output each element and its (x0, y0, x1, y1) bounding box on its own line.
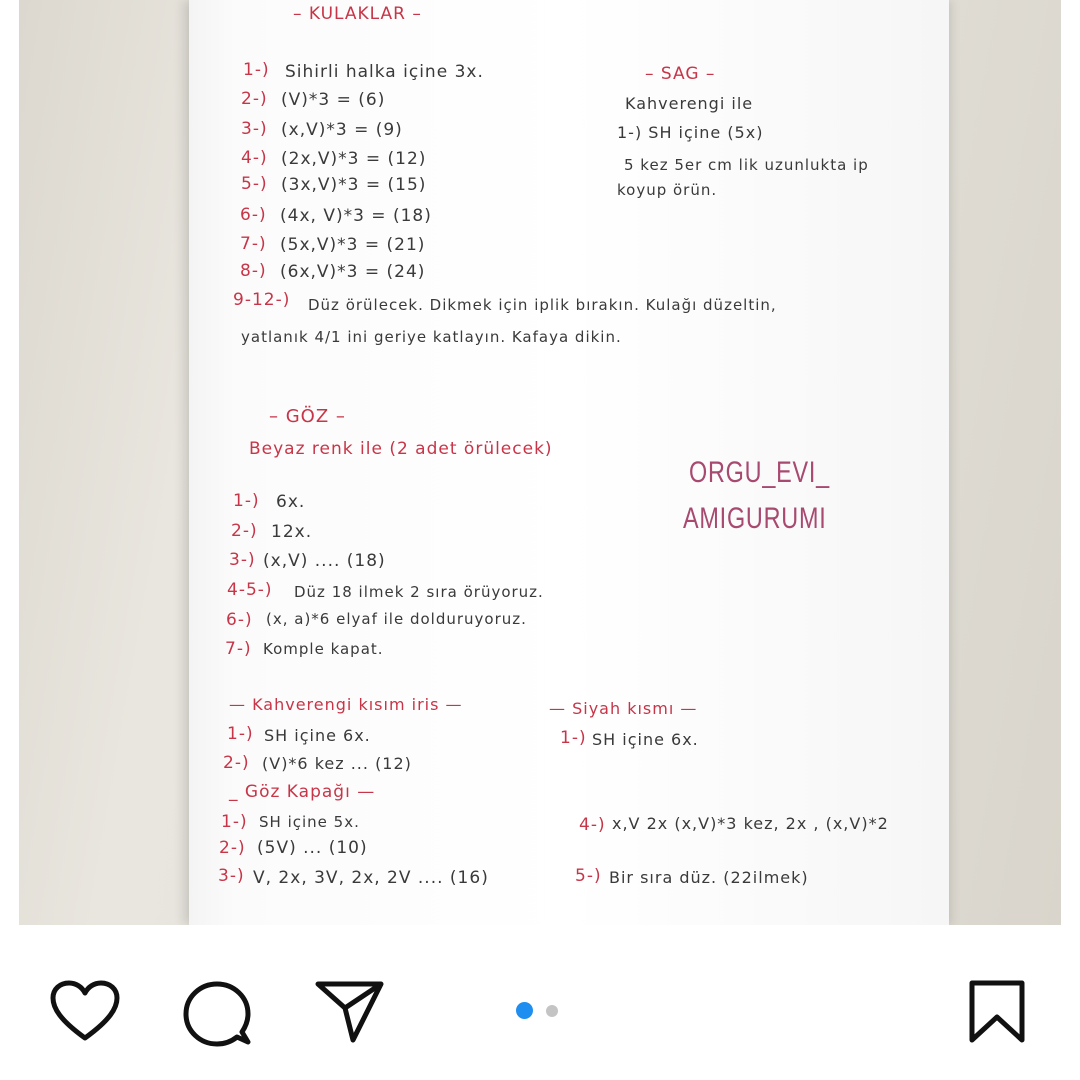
row-number: 4-) (579, 815, 606, 835)
section-title-kulaklar: – KULAKLAR – (293, 4, 422, 24)
row-number: 1-) (221, 812, 248, 832)
row-number: 8-) (240, 261, 267, 281)
post-photo (19, 0, 1061, 925)
row-text: 6x. (276, 492, 306, 512)
row-text: 12x. (271, 522, 313, 542)
row-number: 1-) (227, 724, 254, 744)
send-icon (315, 980, 385, 1044)
row-text: (3x,V)*3 = (15) (281, 175, 427, 195)
row-text: (x, a)*6 elyaf ile dolduruyoruz. (266, 610, 527, 628)
row-number: 2-) (241, 89, 268, 109)
heart-icon (50, 980, 120, 1044)
row-number: 9-12-) (233, 290, 291, 310)
section-title-iris: — Kahverengi kısım iris — (229, 695, 463, 714)
row-text: SH içine 6x. (592, 730, 699, 749)
comment-icon (182, 980, 252, 1050)
row-text: (6x,V)*3 = (24) (280, 262, 426, 282)
row-text: (V)*6 kez ... (12) (262, 754, 412, 773)
row-number: 1-) (233, 491, 260, 511)
row-text: Düz 18 ilmek 2 sıra örüyoruz. (294, 583, 544, 601)
sag-line: 1-) SH içine (5x) (617, 123, 764, 142)
row-number: 3-) (241, 119, 268, 139)
watermark-line: ORGU_EVI_ (689, 456, 830, 489)
row-number: 2-) (223, 753, 250, 773)
row-number: 4-) (241, 148, 268, 168)
row-number: 4-5-) (227, 580, 273, 600)
row-number: 2-) (219, 838, 246, 858)
section-title-sag: – SAG – (645, 64, 716, 84)
row-text: Komple kapat. (263, 640, 384, 658)
row-number: 5-) (241, 174, 268, 194)
bookmark-icon (968, 980, 1026, 1044)
row-number: 1-) (560, 728, 587, 748)
row-text: Bir sıra düz. (22ilmek) (609, 868, 809, 887)
row-text: Sihirli halka içine 3x. (285, 62, 484, 82)
row-text: (4x, V)*3 = (18) (280, 206, 432, 226)
row-text: V, 2x, 3V, 2x, 2V .... (16) (253, 868, 489, 888)
row-number: 2-) (231, 521, 258, 541)
row-number: 3-) (229, 550, 256, 570)
row-number: 1-) (243, 60, 270, 80)
row-number: 5-) (575, 866, 602, 886)
goz-subtitle: Beyaz renk ile (2 adet örülecek) (249, 439, 553, 459)
row-number: 6-) (226, 610, 253, 630)
watermark-line: AMIGURUMI (683, 502, 827, 535)
section-title-goz: – GÖZ – (269, 406, 346, 427)
row-number: 7-) (225, 639, 252, 659)
carousel-dot (546, 1005, 558, 1017)
comment-button[interactable] (182, 980, 252, 1050)
save-button[interactable] (968, 980, 1026, 1044)
row-text: (x,V)*3 = (9) (281, 120, 403, 140)
row-text: (x,V) .... (18) (263, 551, 386, 571)
sag-line: 5 kez 5er cm lik uzunlukta ip (624, 156, 869, 174)
row-number: 6-) (240, 205, 267, 225)
row-text: SH içine 6x. (264, 726, 371, 745)
row-number: 3-) (218, 866, 245, 886)
section-title-siyah: — Siyah kısmı — (549, 699, 698, 718)
carousel-dot-active (516, 1002, 533, 1019)
row-text: SH içine 5x. (259, 813, 360, 831)
row-text: (5x,V)*3 = (21) (280, 235, 426, 255)
section-title-kapak: _ Göz Kapağı — (229, 782, 376, 802)
row-text: Düz örülecek. Dikmek için iplik bırakın. Kulağı düzeltin, (308, 296, 777, 314)
sag-line: Kahverengi ile (625, 94, 754, 113)
row-text: (V)*3 = (6) (281, 90, 386, 110)
row-text: x,V 2x (x,V)*3 kez, 2x , (x,V)*2 (612, 814, 889, 833)
like-button[interactable] (50, 980, 120, 1044)
share-button[interactable] (315, 980, 385, 1044)
row-text: (2x,V)*3 = (12) (281, 149, 427, 169)
sag-line: koyup örün. (617, 181, 718, 199)
row-text: (5V) ... (10) (257, 838, 368, 858)
row-number: 7-) (240, 234, 267, 254)
row-text: yatlanık 4/1 ini geriye katlayın. Kafaya dikin. (241, 328, 622, 346)
